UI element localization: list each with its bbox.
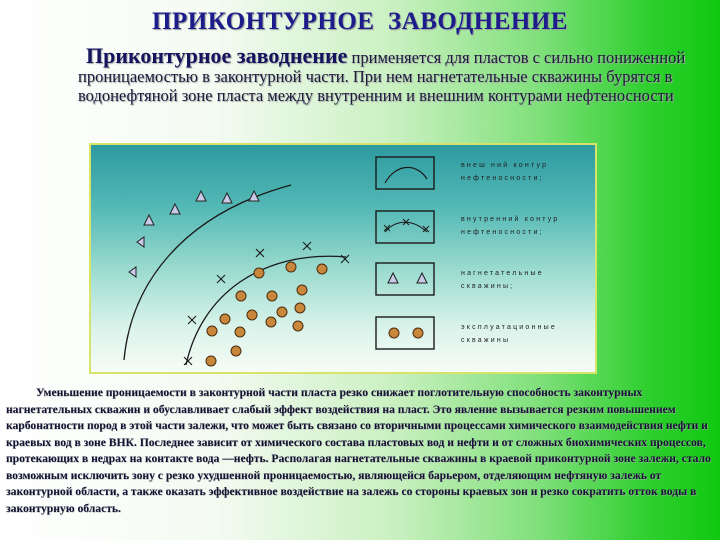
triangle-icon xyxy=(417,273,427,283)
well-icon xyxy=(206,356,216,366)
well-icon xyxy=(295,303,305,313)
legend-label-inner-contour: внутренний контур нефтеносности; xyxy=(461,216,560,236)
legend-box-inner-contour xyxy=(376,211,434,243)
body-text: Уменьшение проницаемости в законтурной части пласта резко снижает поглотительную способность законтурных нагнетательных скважин и обуславливает слабый эффект воздействия на пласт. Это явление вызывается резким повышением карбонатности пород в этой части залежи, что может быть связано со вторичными процессами химического взаимодействия нефти и краевых вод в зоне ВНК. Последнее зависит от химического состава пластовых вод и нефти и от сложных биохимических процессов, протекающих в недрах на контакте вода —нефть. Располагая нагнетательные скважины в краевой приконтурной зоне залежи, стало возможным исключить зону с резко ухудшенной проницаемостью, являющейся барьером, отделяющим нефтяную залежь от законтурной области, а также оказать эффективное воздействие на залежь со стороны краевых зон и резко сократить отток воды в законтурную область. xyxy=(6,386,711,515)
well-icon xyxy=(207,326,217,336)
legend-box-production-wells xyxy=(376,317,434,349)
cross-icon xyxy=(256,249,264,257)
well-icon xyxy=(266,317,276,327)
legend-label-production-wells: эксплуатационные скважины xyxy=(461,324,557,344)
triangle-icon xyxy=(137,237,144,247)
legend xyxy=(376,157,434,349)
cross-icon xyxy=(303,242,311,250)
intro-term: Приконтурное заводнение xyxy=(86,43,348,68)
well-icon xyxy=(236,291,246,301)
slide-title: ПРИКОНТУРНОЕ ЗАВОДНЕНИЕ xyxy=(152,8,568,35)
triangle-icon xyxy=(388,273,398,283)
legend-label-outer-contour: внеш ний контур нефтеносности; xyxy=(461,162,549,182)
triangle-icon xyxy=(129,267,136,277)
well-icon xyxy=(247,310,257,320)
body-paragraph xyxy=(6,385,714,517)
well-icon xyxy=(389,328,399,338)
well-icon xyxy=(277,307,287,317)
intro-text: применяется для пластов с сильно пониженной проницаемостью в законтурной части. При нем нагнетательные скважины бурятся в водонефтяной зоне пласта между внутренним и внешним контурами нефтеносности xyxy=(78,48,686,105)
triangle-icon xyxy=(170,204,180,214)
well-icon xyxy=(235,327,245,337)
inner-contour-marks xyxy=(184,242,349,365)
triangle-icon xyxy=(222,193,232,203)
inner-contour-sample xyxy=(385,222,427,232)
well-icon xyxy=(220,314,230,324)
triangle-icon xyxy=(144,215,154,225)
legend-box-outer-contour xyxy=(376,157,434,189)
well-icon xyxy=(297,285,307,295)
well-icon xyxy=(413,328,423,338)
arc-icon xyxy=(385,167,427,183)
triangle-icon xyxy=(196,191,206,201)
cross-icon xyxy=(188,316,196,324)
legend-label-injection-wells: нагнетательные скважины; xyxy=(461,270,544,290)
well-icon xyxy=(293,321,303,331)
well-icon xyxy=(231,346,241,356)
well-icon xyxy=(267,291,277,301)
cross-icon xyxy=(341,255,349,263)
cross-icon xyxy=(217,275,225,283)
well-icon xyxy=(286,262,296,272)
production-wells xyxy=(206,262,327,366)
flooding-diagram xyxy=(89,143,597,374)
well-icon xyxy=(317,264,327,274)
intro-paragraph xyxy=(78,43,690,105)
well-icon xyxy=(254,268,264,278)
